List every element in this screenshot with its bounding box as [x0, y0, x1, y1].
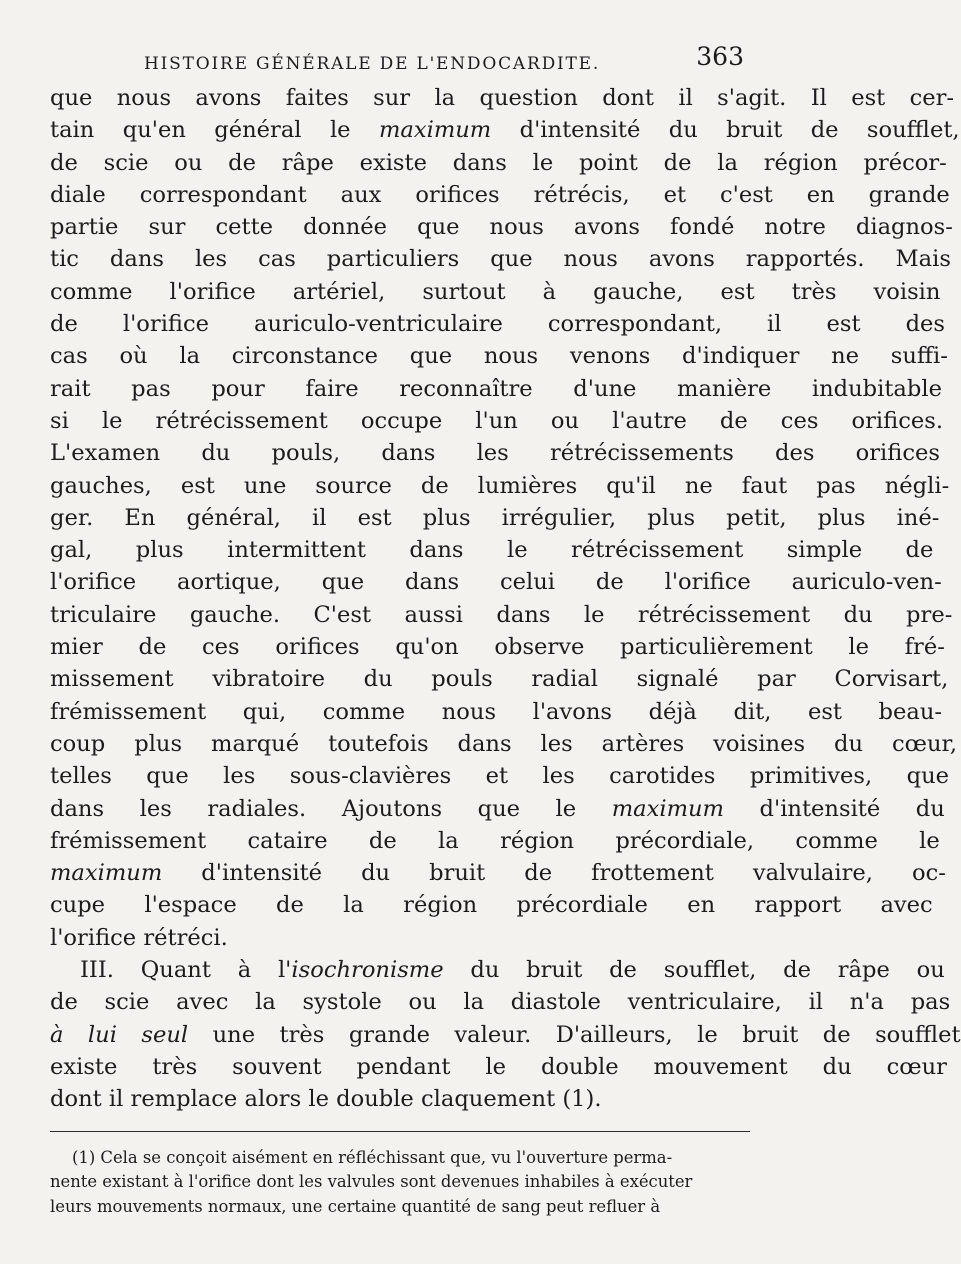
page-number: 363 [696, 42, 744, 71]
text-segment: l'orifice aortique, que dans celui de l'orifice auriculo-ven- [50, 569, 942, 596]
body-line [50, 954, 945, 986]
body-line [50, 566, 942, 598]
body-line [50, 663, 949, 695]
text-segment: de scie avec la systole ou la diastole ventriculaire, il n'a pas [50, 989, 951, 1016]
body-line [50, 340, 948, 372]
footnote-line: (1) Cela se conçoit aisément en réfléchissant que, vu l'ouverture perma- [72, 1147, 673, 1167]
footnote-line: nente existant à l'orifice dont les valvules sont devenues inhabiles à exécuter [50, 1172, 693, 1192]
text-segment: d'intensité du bruit de frottement valvulaire, oc- [162, 860, 946, 887]
body-line [50, 534, 934, 566]
text-segment: coup plus marqué toutefois dans les artères voisines du cœur, [50, 730, 958, 757]
text-segment: cas où la circonstance que nous venons d'indiquer ne suffi- [50, 343, 948, 370]
body-line [50, 1083, 750, 1115]
body-line [50, 179, 950, 211]
body-line [50, 405, 943, 437]
text-segment: tic dans les cas particuliers que nous avons rapportés. Mais [50, 246, 951, 273]
text-segment: d'intensité du bruit de soufflet, [491, 117, 960, 144]
text-segment: rait pas pour faire reconnaître d'une manière indubitable [50, 375, 942, 402]
text-segment: de scie ou de râpe existe dans le point de la région précor- [50, 149, 947, 176]
body-line [50, 502, 940, 534]
body-text [50, 82, 961, 1116]
text-segment: III. Quant à l' [80, 957, 292, 984]
italic-term: isochronisme [291, 957, 444, 984]
body-line [50, 1051, 947, 1083]
text-segment: l'orifice rétréci. [50, 924, 228, 951]
text-segment: gal, plus intermittent dans le rétrécissement simple de [50, 537, 934, 564]
body-line [50, 308, 946, 340]
body-line [50, 857, 946, 889]
running-head [50, 42, 750, 82]
text-segment: du bruit de soufflet, de râpe ou [443, 957, 945, 984]
text-segment: dont il remplace alors le double claquement (1). [50, 1086, 602, 1113]
body-line [50, 599, 953, 631]
running-title: HISTOIRE GÉNÉRALE DE L'ENDOCARDITE. [144, 54, 601, 74]
text-segment: gauches, est une source de lumières qu'il ne faut pas négli- [50, 472, 950, 499]
body-line [50, 986, 951, 1018]
text-segment: mier de ces orifices qu'on observe particulièrement le fré- [50, 634, 945, 661]
text-segment: comme l'orifice artériel, surtout à gauche, est très voisin [50, 278, 941, 305]
text-segment: frémissement cataire de la région précordiale, comme le [50, 827, 940, 854]
body-line [50, 1019, 961, 1051]
body-line [50, 696, 943, 728]
body-line [50, 470, 950, 502]
text-segment: tain qu'en général le [50, 117, 379, 144]
italic-term: maximum [50, 860, 163, 887]
italic-term: à lui seul [50, 1021, 189, 1048]
text-segment: ger. En général, il est plus irrégulier, plus petit, plus iné- [50, 504, 940, 531]
body-line [50, 922, 750, 954]
body-line [50, 373, 942, 405]
body-line [50, 728, 958, 760]
body-line [50, 889, 933, 921]
body-line [50, 114, 960, 146]
text-segment: si le rétrécissement occupe l'un ou l'autre de ces orifices. [50, 407, 943, 434]
text-segment: cupe l'espace de la région précordiale en rapport avec [50, 892, 933, 919]
footnote-line: leurs mouvements normaux, une certaine quantité de sang peut refluer à [50, 1196, 661, 1216]
text-segment: que nous avons faites sur la question dont il s'agit. Il est cer- [50, 85, 955, 111]
text-segment: triculaire gauche. C'est aussi dans le rétrécissement du pre- [50, 601, 953, 628]
body-line [50, 437, 940, 469]
italic-term: maximum [611, 795, 724, 822]
text-segment: une très grande valeur. D'ailleurs, le bruit de soufflet [188, 1021, 961, 1048]
text-segment: L'examen du pouls, dans les rétrécissements des orifices [50, 440, 940, 467]
text-segment: de l'orifice auriculo-ventriculaire correspondant, il est des [50, 311, 946, 338]
text-segment: telles que les sous-clavières et les carotides primitives, que [50, 763, 950, 790]
body-line [50, 211, 953, 243]
text-segment: missement vibratoire du pouls radial signalé par Corvisart, [50, 666, 949, 693]
body-line [50, 760, 950, 792]
text-segment: frémissement qui, comme nous l'avons déjà dit, est beau- [50, 698, 943, 725]
body-line [50, 825, 940, 857]
text-segment: diale correspondant aux orifices rétrécis, et c'est en grande [50, 181, 950, 208]
body-line [50, 793, 945, 825]
body-line [50, 147, 947, 179]
italic-term: maximum [378, 117, 492, 144]
body-line [50, 276, 941, 308]
text-segment: dans les radiales. Ajoutons que le [50, 795, 612, 822]
body-line [50, 243, 951, 275]
text-segment: partie sur cette donnée que nous avons fondé notre diagnos- [50, 214, 953, 241]
body-line [50, 82, 955, 114]
footnote-rule [50, 1131, 750, 1132]
body-line [50, 631, 945, 663]
text-segment: d'intensité du [723, 795, 945, 822]
footnote [50, 1146, 750, 1220]
text-segment: existe très souvent pendant le double mouvement du cœur [50, 1053, 947, 1080]
